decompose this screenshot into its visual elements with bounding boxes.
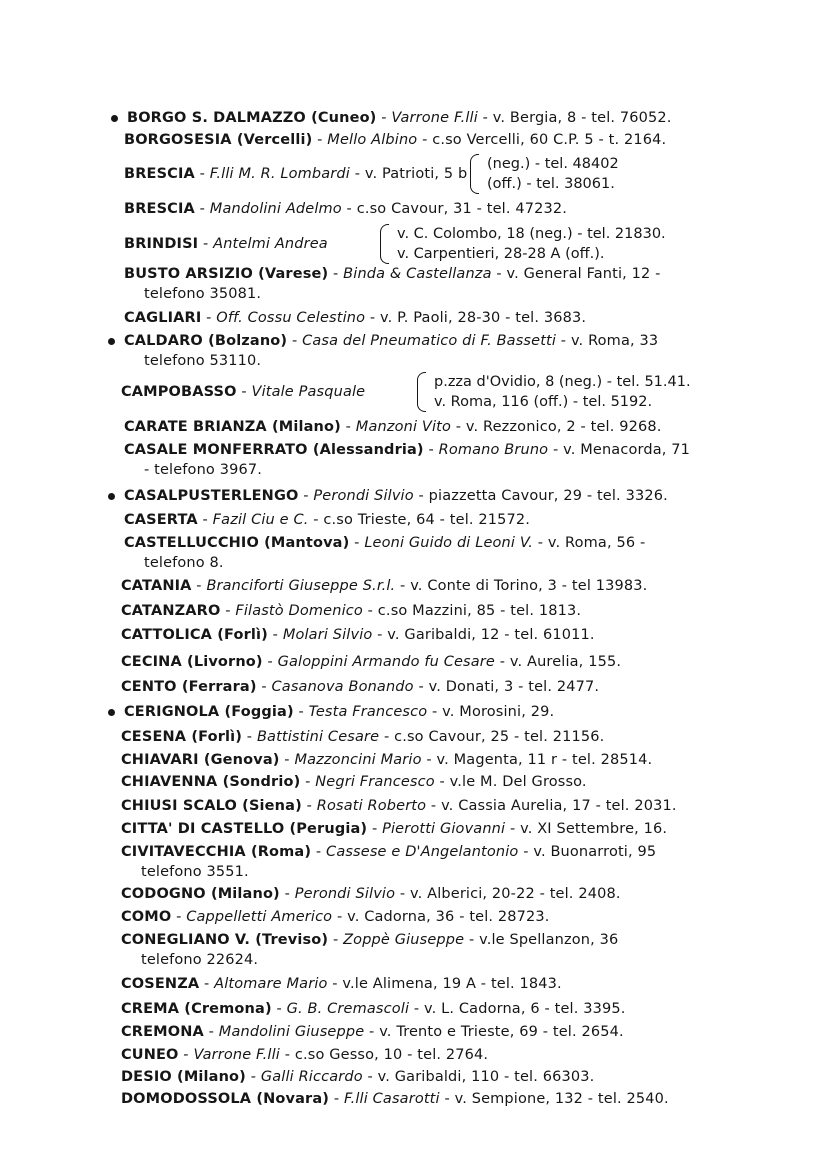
entry-address: - v. Donati, 3 - tel. 2477. [413,679,600,695]
entry-place: CITTA' DI CASTELLO (Perugia) [121,821,368,837]
entry-dealer-name: G. B. Cremascoli [286,1001,410,1017]
entry-place: CALDARO (Bolzano) [124,333,288,349]
entry-dealer-name: Altomare Mario [214,976,328,992]
entry-address: - c.so Vercelli, 60 C.P. 5 - t. 2164. [417,132,667,148]
entry-continuation-text: - telefono 3967. [144,462,262,478]
entry-separator: - [203,1024,219,1040]
entry-separator: - [279,886,295,902]
brace-group [470,154,619,194]
entry-separator: - [349,535,365,551]
directory-entry [124,417,662,437]
entry-separator: - [194,166,210,182]
entry-separator: - [340,419,356,435]
entry-place: BRINDISI [124,236,199,252]
entry-dealer-name: Vitale Pasquale [251,384,366,400]
entry-continuation-text: telefono 35081. [144,286,262,302]
directory-entry [124,331,658,351]
entry-separator: - [287,333,303,349]
entry-address: - piazzetta Cavour, 29 - tel. 3326. [413,488,668,504]
entry-dealer-name: Varrone F.lli [391,110,478,126]
entry-dealer-name: Romano Bruno [438,442,549,458]
entry-place: CASALPUSTERLENGO [124,488,299,504]
entry-separator: - [199,976,215,992]
entry-address: - v. Bergia, 8 - tel. 76052. [477,110,672,126]
entry-dealer-name: Cassese e D'Angelantonio [326,844,519,860]
entry-dealer-name: Perondi Silvio [313,488,414,504]
entry-place: CODOGNO (Milano) [121,886,280,902]
directory-entry [121,652,621,672]
entry-separator: - [311,844,327,860]
entry-separator: - [220,603,236,619]
entry-separator: - [201,310,217,326]
entry-separator: - [197,512,213,528]
entry-place: CREMA (Cremona) [121,1001,272,1017]
entry-continuation-text: telefono 22624. [141,952,259,968]
entry-separator: - [423,442,439,458]
entry-dealer-name: Filastò Domenico [235,603,363,619]
directory-entry [124,308,586,328]
entry-continuation [141,862,249,882]
entry-address: - v.le Alimena, 19 A - tel. 1843. [327,976,562,992]
entry-dealer-name: Fazil Ciu e C. [212,512,309,528]
entry-continuation [144,460,262,480]
entry-address: - c.so Gesso, 10 - tel. 2764. [279,1047,489,1063]
entry-dealer-name: Casanova Bonando [271,679,414,695]
entry-address: - c.so Mazzini, 85 - tel. 1813. [362,603,582,619]
directory-entry [121,750,652,770]
directory-entry [121,907,550,927]
brace-icon [470,154,479,194]
bullet-marker [108,338,115,345]
entry-place: COMO [121,909,172,925]
directory-entry [124,533,645,553]
entry-address: - c.so Cavour, 25 - tel. 21156. [379,729,605,745]
entry-dealer-name: F.lli M. R. Lombardi [209,166,350,182]
entry-address: - v. Alberici, 20-22 - tel. 2408. [395,886,621,902]
entry-place: CASALE MONFERRATO (Alessandria) [124,442,424,458]
entry-address: - v. Cassia Aurelia, 17 - tel. 2031. [426,798,677,814]
directory-entry [121,930,618,950]
entry-address: - v. Conte di Torino, 3 - tel 13983. [395,578,648,594]
entry-place: CATTOLICA (Forlì) [121,627,268,643]
entry-dealer-name: Perondi Silvio [294,886,396,902]
directory-entry [121,625,595,645]
entry-separator: - [198,236,214,252]
entry-address: - v. Roma, 33 [556,333,659,349]
entry-place: CASTELLUCCHIO (Mantova) [124,535,350,551]
directory-entry [121,842,656,862]
entry-address: - c.so Cavour, 31 - tel. 47232. [341,201,567,217]
entry-place: CERIGNOLA (Foggia) [124,704,294,720]
entry-continuation [144,351,261,371]
entry-separator: - [298,488,314,504]
entry-dealer-name: F.lli Casarotti [343,1091,440,1107]
directory-entry [124,486,668,506]
entry-dealer-name: Rosati Roberto [316,798,427,814]
entry-dealer-name: Testa Francesco [308,704,428,720]
entry-separator: - [171,909,187,925]
entry-place: CARATE BRIANZA (Milano) [124,419,341,435]
entry-separator: - [367,821,383,837]
entry-place: CAMPOBASSO [121,384,237,400]
directory-entry [127,108,672,128]
directory-entry [124,440,690,460]
entry-place: CUNEO [121,1047,179,1063]
entry-address: - c.so Trieste, 64 - tel. 21572. [308,512,531,528]
entry-address: - v.le Spellanzon, 36 [464,932,619,948]
entry-place: BRESCIA [124,166,195,182]
entry-dealer-name: Casa del Pneumatico di F. Bassetti [302,333,557,349]
entry-place: CREMONA [121,1024,204,1040]
entry-continuation-text: telefono 53110. [144,353,262,369]
entry-place: BORGOSESIA (Vercelli) [124,132,313,148]
entry-place: CHIUSI SCALO (Siena) [121,798,302,814]
entry-address: - v. Cadorna, 36 - tel. 28723. [332,909,550,925]
bullet-marker [108,709,115,716]
bullet-marker [111,115,118,122]
brace-line: v. Carpentieri, 28-28 A (off.). [397,246,605,262]
entry-place: CASERTA [124,512,198,528]
entry-dealer-name: Zoppè Giuseppe [343,932,465,948]
entry-place: CATANZARO [121,603,221,619]
entry-separator: - [329,1091,344,1107]
entry-place: CHIAVARI (Genova) [121,752,280,768]
entry-place: DOMODOSSOLA (Novara) [121,1091,330,1107]
directory-entry [121,576,647,596]
directory-entry [124,264,661,284]
directory-entry [124,130,666,150]
entry-dealer-name: Off. Cossu Celestino [216,310,366,326]
entry-separator: - [242,729,257,745]
entry-separator: - [300,774,316,790]
directory-entry [124,199,567,219]
entry-dealer-name: Mandolini Adelmo [209,201,342,217]
entry-continuation [141,950,258,970]
brace-line: p.zza d'Ovidio, 8 (neg.) - tel. 51.41. [434,374,691,390]
brace-line: (off.) - tel. 38061. [487,176,615,192]
directory-entry [121,601,581,621]
entry-separator: - [271,1001,287,1017]
entry-place: BUSTO ARSIZIO (Varese) [124,266,329,282]
directory-entry [121,727,604,747]
entry-separator: - [376,110,392,126]
entry-address: - v. General Fanti, 12 - [491,266,661,282]
entry-address: - v. Aurelia, 155. [494,654,622,670]
directory-entry [121,884,621,904]
entry-separator: - [256,679,272,695]
entry-place: CAGLIARI [124,310,202,326]
entry-continuation-text: telefono 8. [144,555,224,571]
entry-separator: - [178,1047,194,1063]
directory-entry [121,772,587,792]
directory-entry [121,796,677,816]
entry-place: CATANIA [121,578,192,594]
entry-address: - v. Roma, 56 - [533,535,646,551]
entry-separator: - [262,654,278,670]
directory-entry [124,234,328,254]
entry-place: COSENZA [121,976,200,992]
entry-dealer-name: Mandolini Giuseppe [218,1024,365,1040]
entry-separator: - [245,1069,261,1085]
entry-address: - v. Morosini, 29. [427,704,555,720]
directory-entry [124,510,530,530]
directory-entry [121,677,599,697]
directory-entry [121,1045,488,1065]
entry-dealer-name: Cappelletti Americo [186,909,333,925]
entry-dealer-name: Pierotti Giovanni [382,821,506,837]
bullet-marker [108,493,115,500]
brace-group [417,372,691,412]
entry-separator: - [194,201,210,217]
directory-entry [121,1067,594,1087]
directory-entry [124,164,467,184]
brace-group [380,224,666,264]
directory-entry [121,1022,624,1042]
entry-dealer-name: Molari Silvio [282,627,373,643]
entry-address: - v. Sempione, 132 - tel. 2540. [439,1091,669,1107]
entry-address: - v. Menacorda, 71 [548,442,690,458]
entry-address: - v. P. Paoli, 28-30 - tel. 3683. [365,310,587,326]
entry-continuation-text: telefono 3551. [141,864,249,880]
directory-entry [121,819,667,839]
entry-separator: - [191,578,207,594]
directory-entry [121,999,626,1019]
directory-entry [124,702,554,722]
entry-continuation [144,284,261,304]
entry-place: CECINA (Livorno) [121,654,263,670]
entry-place: CIVITAVECCHIA (Roma) [121,844,312,860]
entry-dealer-name: Binda & Castellanza [343,266,492,282]
entry-address: - v. Trento e Trieste, 69 - tel. 2654. [364,1024,624,1040]
entry-dealer-name: Galli Riccardo [260,1069,363,1085]
entry-place: CESENA (Forlì) [121,729,243,745]
entry-dealer-name: Negri Francesco [315,774,435,790]
entry-address: - v. L. Cadorna, 6 - tel. 3395. [409,1001,626,1017]
entry-address: - v. Garibaldi, 12 - tel. 61011. [372,627,595,643]
entry-dealer-name: Branciforti Giuseppe S.r.l. [206,578,396,594]
entry-place: BRESCIA [124,201,195,217]
entry-separator: - [293,704,309,720]
directory-entry [121,974,562,994]
entry-separator: - [301,798,317,814]
entry-address: - v.le M. Del Grosso. [434,774,587,790]
brace-icon [417,372,426,412]
entry-address: - v. Rezzonico, 2 - tel. 9268. [450,419,662,435]
entry-separator: - [267,627,283,643]
entry-dealer-name: Leoni Guido di Leoni V. [364,535,534,551]
entry-place: CENTO (Ferrara) [121,679,257,695]
directory-entry [121,1089,669,1109]
entry-place: CHIAVENNA (Sondrio) [121,774,301,790]
entry-continuation [144,553,224,573]
entry-dealer-name: Galoppini Armando fu Cesare [277,654,495,670]
brace-line: (neg.) - tel. 48402 [487,156,619,172]
brace-icon [380,224,389,264]
entry-dealer-name: Mello Albino [327,132,418,148]
brace-line: v. C. Colombo, 18 (neg.) - tel. 21830. [397,226,666,242]
entry-dealer-name: Mazzoncini Mario [294,752,422,768]
entry-place: BORGO S. DALMAZZO (Cuneo) [127,110,377,126]
entry-address: - v. XI Settembre, 16. [505,821,668,837]
entry-separator: - [328,932,344,948]
entry-separator: - [279,752,295,768]
brace-line: v. Roma, 116 (off.) - tel. 5192. [434,394,653,410]
entry-address: - v. Patrioti, 5 b [349,166,468,182]
entry-separator: - [328,266,344,282]
entry-dealer-name: Varrone F.lli [193,1047,280,1063]
directory-entry [121,382,365,402]
entry-separator: - [236,384,252,400]
entry-address: - v. Magenta, 11 r - tel. 28514. [421,752,653,768]
entry-place: CONEGLIANO V. (Treviso) [121,932,329,948]
entry-address: - v. Buonarroti, 95 [518,844,657,860]
entry-address: - v. Garibaldi, 110 - tel. 66303. [362,1069,595,1085]
entry-dealer-name: Battistini Cesare [256,729,380,745]
entry-place: DESIO (Milano) [121,1069,246,1085]
entry-separator: - [312,132,328,148]
entry-dealer-name: Antelmi Andrea [213,236,328,252]
entry-dealer-name: Manzoni Vito [355,419,451,435]
